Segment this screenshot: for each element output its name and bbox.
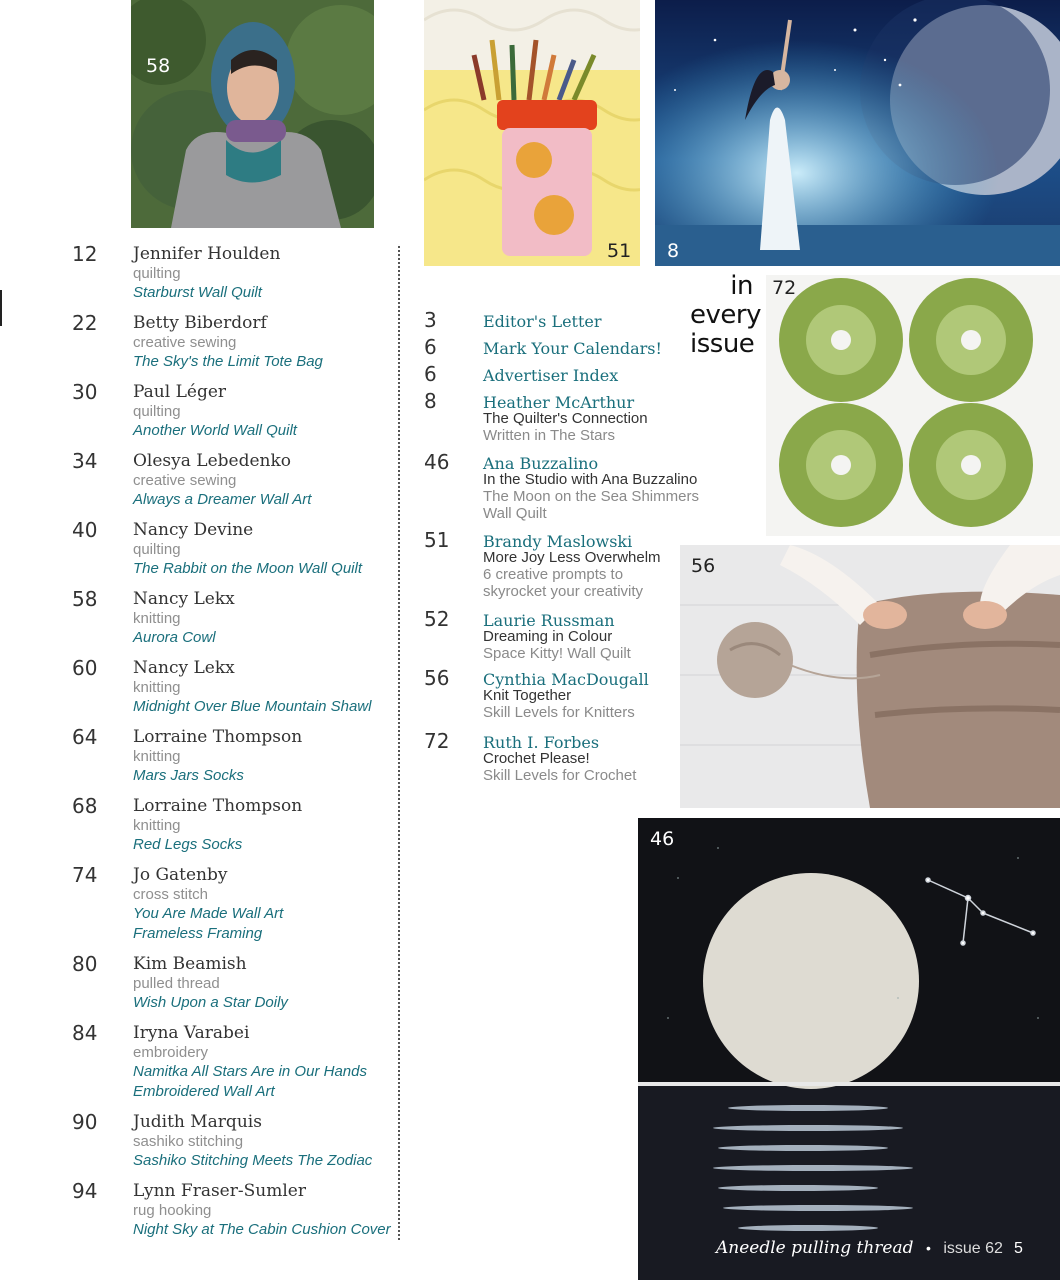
entry-page-number: 8: [424, 389, 437, 413]
entry-page-number: 64: [72, 725, 98, 749]
entry-title[interactable]: Always a Dreamer Wall Art: [133, 491, 312, 508]
dotted-divider: [398, 246, 400, 1240]
entry-description: 6 creative prompts to: [483, 566, 624, 583]
entry-title[interactable]: Mars Jars Socks: [133, 767, 244, 784]
entry-name[interactable]: Laurie Russman: [483, 611, 615, 630]
knitting-photo: [680, 545, 1060, 808]
entry-page-number: 74: [72, 863, 98, 887]
entry-category: rug hooking: [133, 1202, 212, 1219]
moon-quilt-photo: [638, 818, 1060, 1280]
entry-category: cross stitch: [133, 886, 209, 903]
entry-title[interactable]: Another World Wall Quilt: [133, 422, 297, 439]
entry-column: In the Studio with Ana Buzzalino: [483, 471, 698, 488]
entry-page-number: 40: [72, 518, 98, 542]
entry-category: quilting: [133, 403, 181, 420]
photo-page-number: 58: [146, 55, 171, 77]
entry-title[interactable]: Red Legs Socks: [133, 836, 243, 853]
entry-name[interactable]: Cynthia MacDougall: [483, 670, 649, 689]
entry-name[interactable]: Ana Buzzalino: [483, 454, 599, 473]
entry-description: Space Kitty! Wall Quilt: [483, 645, 631, 662]
page-edge-mark: [0, 290, 2, 326]
heading-line: issue: [690, 329, 755, 359]
in-every-issue-heading: [690, 271, 761, 359]
entry-author: Nancy Lekx: [133, 589, 235, 609]
entry-title[interactable]: The Rabbit on the Moon Wall Quilt: [133, 560, 363, 577]
entry-author: Lorraine Thompson: [133, 727, 303, 747]
entry-author: Jo Gatenby: [133, 865, 228, 885]
entry-title[interactable]: Frameless Framing: [133, 925, 263, 942]
entry-description: Skill Levels for Crochet: [483, 767, 637, 784]
entry-description: The Moon on the Sea Shimmers: [483, 488, 699, 505]
heading-line: in: [730, 271, 753, 301]
photo-page-number: 46: [650, 828, 675, 850]
photo-page-number: 8: [667, 240, 680, 262]
entry-column: Dreaming in Colour: [483, 628, 613, 645]
entry-page-number: 51: [424, 528, 450, 552]
entry-page-number: 60: [72, 656, 98, 680]
entry-title[interactable]: You Are Made Wall Art: [133, 905, 284, 922]
photo-page-number: 51: [607, 240, 632, 262]
photo-page-number: 56: [691, 555, 716, 577]
entry-author: Iryna Varabei: [133, 1023, 250, 1043]
entry-page-number: 46: [424, 450, 450, 474]
entry-category: knitting: [133, 748, 181, 765]
entry-page-number: 6: [424, 335, 437, 359]
entry-name[interactable]: Advertiser Index: [483, 366, 619, 385]
entry-page-number: 68: [72, 794, 98, 818]
entry-name[interactable]: Ruth I. Forbes: [483, 733, 600, 752]
crochet-doily-photo: [766, 275, 1060, 536]
entry-page-number: 90: [72, 1110, 98, 1134]
entry-name[interactable]: Heather McArthur: [483, 393, 635, 412]
entry-category: creative sewing: [133, 334, 237, 351]
entry-page-number: 30: [72, 380, 98, 404]
entry-author: Lynn Fraser-Sumler: [133, 1181, 306, 1201]
issue-number: issue 62: [943, 1240, 1003, 1257]
entry-category: knitting: [133, 610, 181, 627]
entry-page-number: 3: [424, 308, 437, 332]
entry-description: skyrocket your creativity: [483, 583, 644, 600]
entry-title[interactable]: Embroidered Wall Art: [133, 1083, 275, 1100]
entry-column: More Joy Less Overwhelm: [483, 549, 661, 566]
entry-category: knitting: [133, 817, 181, 834]
entry-page-number: 22: [72, 311, 98, 335]
photo-page-number: 72: [772, 277, 797, 299]
footer-separator: •: [925, 1240, 931, 1256]
entry-title[interactable]: Night Sky at The Cabin Cushion Cover: [133, 1221, 391, 1238]
magazine-brand: Aneedle pulling thread: [716, 1238, 914, 1258]
entry-title[interactable]: Namitka All Stars Are in Our Hands: [133, 1063, 367, 1080]
pencil-jar-photo: [424, 0, 640, 266]
entry-page-number: 12: [72, 242, 98, 266]
entry-page-number: 34: [72, 449, 98, 473]
entry-title[interactable]: Midnight Over Blue Mountain Shawl: [133, 698, 372, 715]
entry-name[interactable]: Editor's Letter: [483, 312, 602, 331]
entry-category: creative sewing: [133, 472, 237, 489]
entry-page-number: 6: [424, 362, 437, 386]
entry-category: sashiko stitching: [133, 1133, 244, 1150]
entry-column: The Quilter's Connection: [483, 410, 648, 427]
entry-page-number: 56: [424, 666, 450, 690]
entry-category: quilting: [133, 265, 181, 282]
entry-description: Written in The Stars: [483, 427, 615, 444]
entry-description: Wall Quilt: [483, 505, 547, 522]
entry-author: Olesya Lebedenko: [133, 451, 292, 471]
entry-author: Judith Marquis: [133, 1112, 262, 1132]
entry-title[interactable]: Aurora Cowl: [133, 629, 216, 646]
entry-page-number: 58: [72, 587, 98, 611]
entry-title[interactable]: Starburst Wall Quilt: [133, 284, 262, 301]
entry-category: knitting: [133, 679, 181, 696]
entry-column: Knit Together: [483, 687, 572, 704]
entry-page-number: 72: [424, 729, 450, 753]
entry-author: Kim Beamish: [133, 954, 247, 974]
entry-name[interactable]: Brandy Maslowski: [483, 532, 633, 551]
entry-title[interactable]: Wish Upon a Star Doily: [133, 994, 288, 1011]
entry-author: Betty Biberdorf: [133, 313, 267, 333]
entry-author: Jennifer Houlden: [133, 244, 281, 264]
entry-name[interactable]: Mark Your Calendars!: [483, 339, 662, 358]
entry-author: Paul Léger: [133, 382, 227, 402]
entry-author: Nancy Devine: [133, 520, 254, 540]
entry-author: Nancy Lekx: [133, 658, 235, 678]
page-number: 5: [1014, 1240, 1023, 1257]
entry-category: quilting: [133, 541, 181, 558]
entry-category: embroidery: [133, 1044, 209, 1061]
entry-page-number: 84: [72, 1021, 98, 1045]
entry-column: Crochet Please!: [483, 750, 590, 767]
entry-title[interactable]: Sashiko Stitching Meets The Zodiac: [133, 1152, 373, 1169]
entry-category: pulled thread: [133, 975, 220, 992]
cowl-photo: [131, 0, 374, 228]
heading-line: every: [690, 300, 761, 330]
entry-title[interactable]: The Sky's the Limit Tote Bag: [133, 353, 323, 370]
entry-description: Skill Levels for Knitters: [483, 704, 635, 721]
entry-page-number: 52: [424, 607, 450, 631]
woman-moon-photo: [655, 0, 1060, 266]
entry-page-number: 94: [72, 1179, 98, 1203]
page-footer: [716, 1238, 1023, 1268]
entry-page-number: 80: [72, 952, 98, 976]
entry-author: Lorraine Thompson: [133, 796, 303, 816]
